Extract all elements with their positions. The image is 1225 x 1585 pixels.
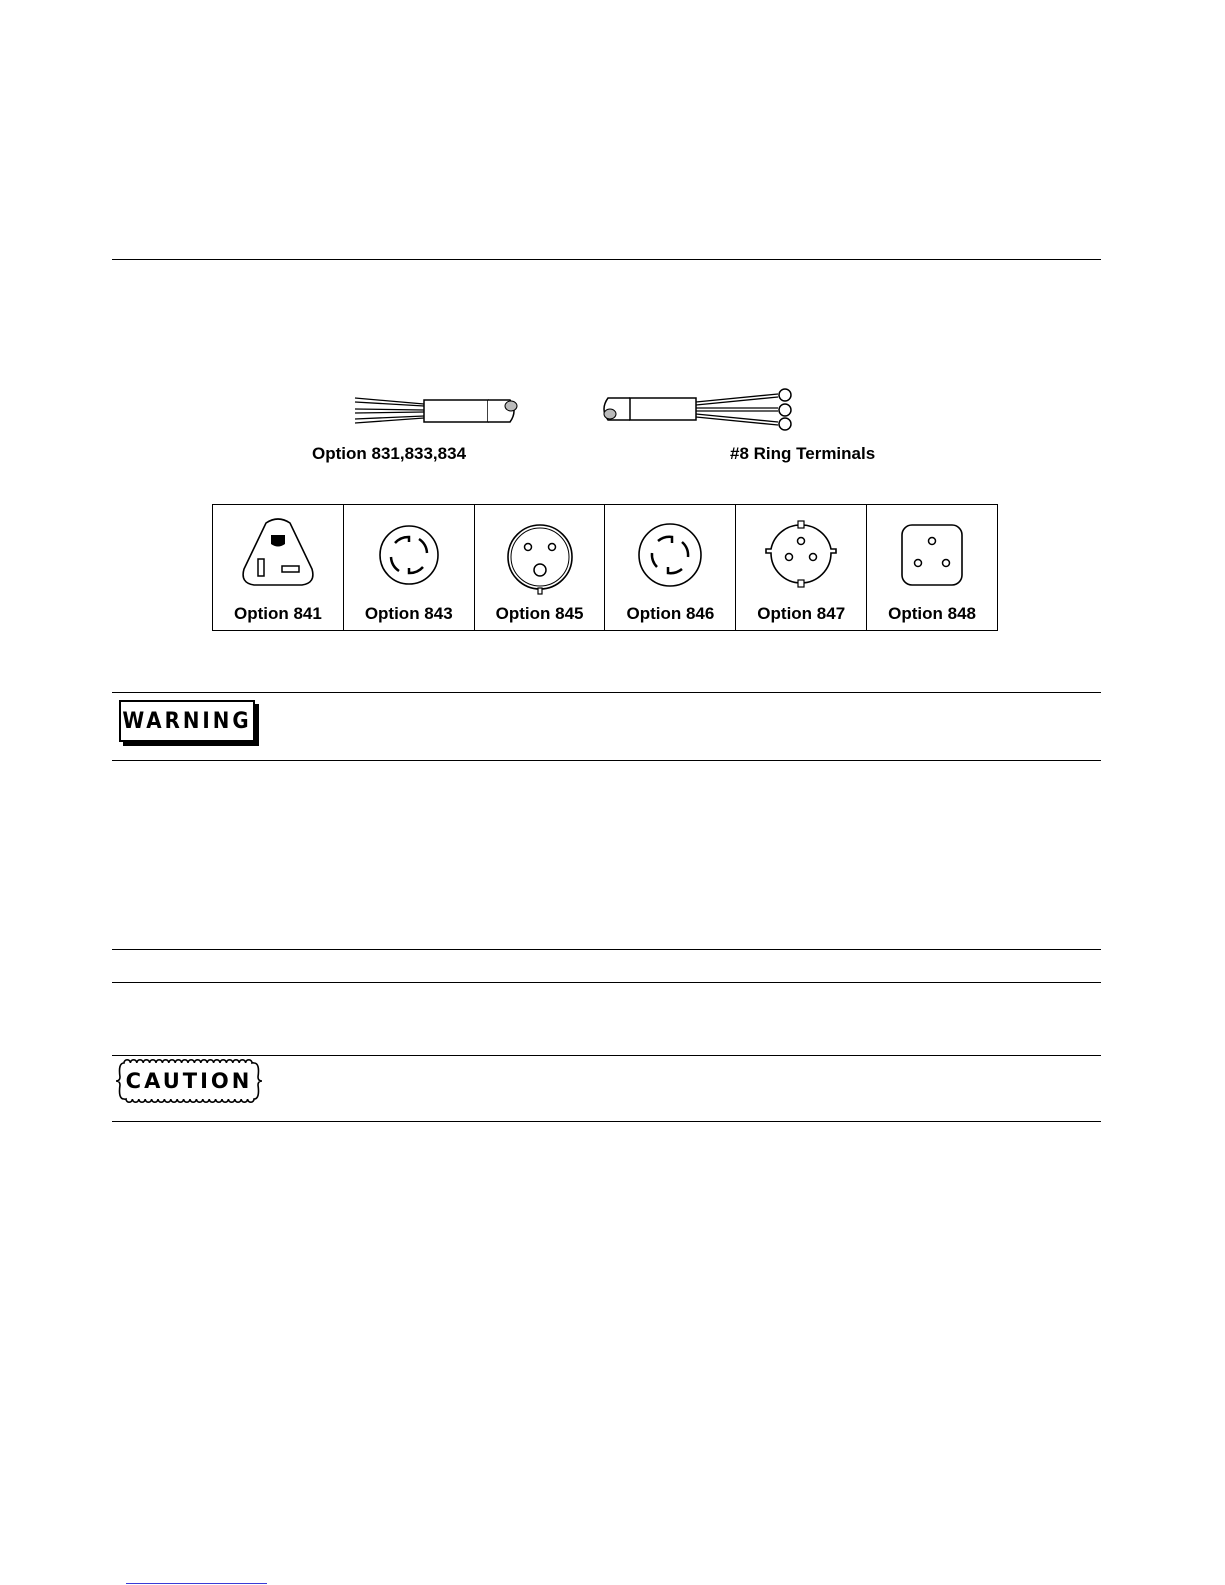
plug-option-label: Option 846 <box>626 604 715 623</box>
caution-bottom-rule <box>112 1121 1101 1122</box>
twist-lock-plug-icon <box>369 517 449 593</box>
right-cable-caption: #8 Ring Terminals <box>730 444 876 463</box>
uk-plug-icon <box>238 517 318 593</box>
plug-option-cell <box>213 505 344 630</box>
section-rule <box>112 949 1101 950</box>
bare-wire-cable-icon <box>352 392 527 432</box>
square-three-pin-plug-icon <box>892 517 972 593</box>
warning-label: WARNING <box>119 700 255 742</box>
plug-option-cell <box>736 505 867 630</box>
plug-options-strip <box>212 504 998 631</box>
caution-top-rule <box>112 1055 1101 1056</box>
ring-terminal-cable-icon <box>600 384 805 434</box>
schuko-plug-icon <box>756 517 846 593</box>
plug-option-label: Option 843 <box>364 604 453 623</box>
warning-top-rule <box>112 692 1101 693</box>
plug-option-label: Option 847 <box>757 604 846 623</box>
plug-option-cell <box>344 505 475 630</box>
caution-label: CAUTION <box>125 1069 253 1093</box>
plug-option-label: Option 841 <box>233 604 322 623</box>
section-rule <box>112 982 1101 983</box>
plug-option-cell <box>475 505 606 630</box>
caution-badge <box>114 1059 264 1103</box>
round-three-pin-plug-icon <box>500 517 580 597</box>
left-cable-caption: Option 831,833,834 <box>312 444 467 463</box>
warning-bottom-rule <box>112 760 1101 761</box>
plug-option-label: Option 845 <box>495 604 584 623</box>
plug-option-cell <box>605 505 736 630</box>
plug-option-cell <box>867 505 997 630</box>
twist-lock-plug-icon <box>630 517 710 593</box>
plug-option-label: Option 848 <box>888 604 976 623</box>
footer-link-underline[interactable] <box>126 1583 267 1584</box>
top-rule <box>112 259 1101 260</box>
